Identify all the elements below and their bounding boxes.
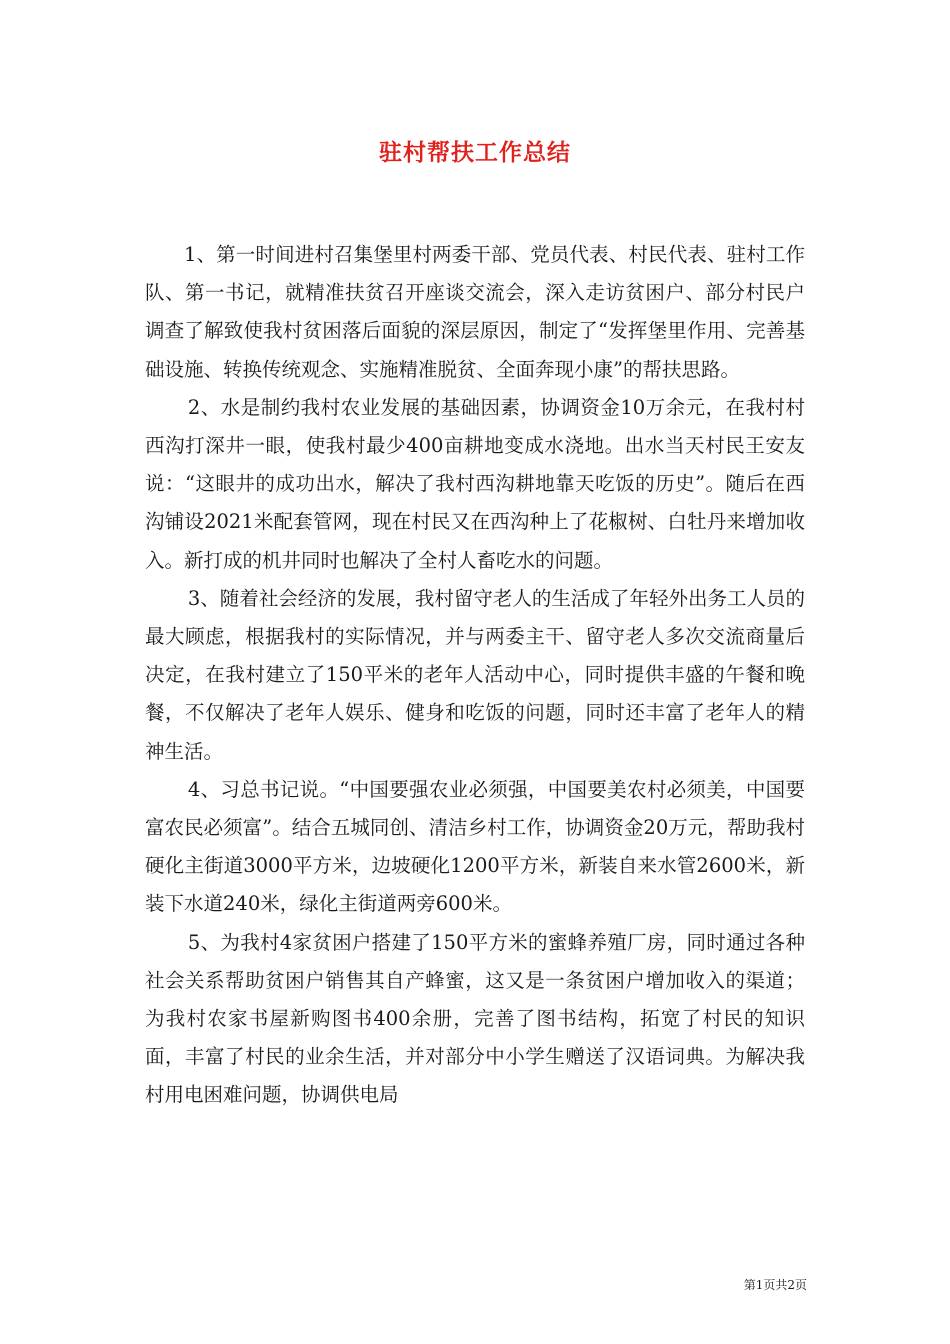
paragraph-1: 1、第一时间进村召集堡里村两委干部、党员代表、村民代表、驻村工作队、第一书记，就精准扶贫召开座谈交流会，深入走访贫困户、部分村民户调查了解致使我村贫困落后面貌的深层原因，制定了“发挥堡里作用、完善基础设施、转换传统观念、实施精准脱贫、全面奔现小康”的帮扶思路。 [145,243,805,381]
paragraph-4: 4、习总书记说。“中国要强农业必须强，中国要美农村必须美，中国要富农民必须富”。结合五城同创、清洁乡村工作，协调资金20万元，帮助我村硬化主街道3000平方米，边坡硬化1200平方米，新装自来水管2600米，新装下水道240米，绿化主街道两旁600米。 [145,777,805,916]
document-body [145,236,805,1115]
paragraph-5: 5、为我村4家贫困户搭建了150平方米的蜜蜂养殖厂房，同时通过各种社会关系帮助贫困户销售其自产蜂蜜，这又是一条贫困户增加收入的渠道；为我村农家书屋新购图书400余册，完善了图书结构，拓宽了村民的知识面，丰富了村民的业余生活，并对部分中小学生赠送了汉语词典。为解决我村用电困难问题，协调供电局 [145,930,805,1107]
page-number: 第1页共2页 [743,1278,807,1292]
document-title: 驻村帮扶工作总结 [379,140,571,166]
paragraph-2: 2、水是制约我村农业发展的基础因素，协调资金10万余元，在我村村西沟打深井一眼，使我村最少400亩耕地变成水浇地。出水当天村民王安友说：“这眼井的成功出水，解决了我村西沟耕地靠天吃饭的历史”。随后在西沟铺设2021米配套管网，现在村民又在西沟种上了花椒树、白牡丹来增加收入。新打成的机井同时也解决了全村人畜吃水的问题。 [145,395,805,572]
paragraph-3: 3、随着社会经济的发展，我村留守老人的生活成了年轻外出务工人员的最大顾虑，根据我村的实际情况，并与两委主干、留守老人多次交流商量后决定，在我村建立了150平米的老年人活动中心，同时提供丰盛的午餐和晚餐，不仅解决了老年人娱乐、健身和吃饭的问题，同时还丰富了老年人的精神生活。 [145,586,805,763]
